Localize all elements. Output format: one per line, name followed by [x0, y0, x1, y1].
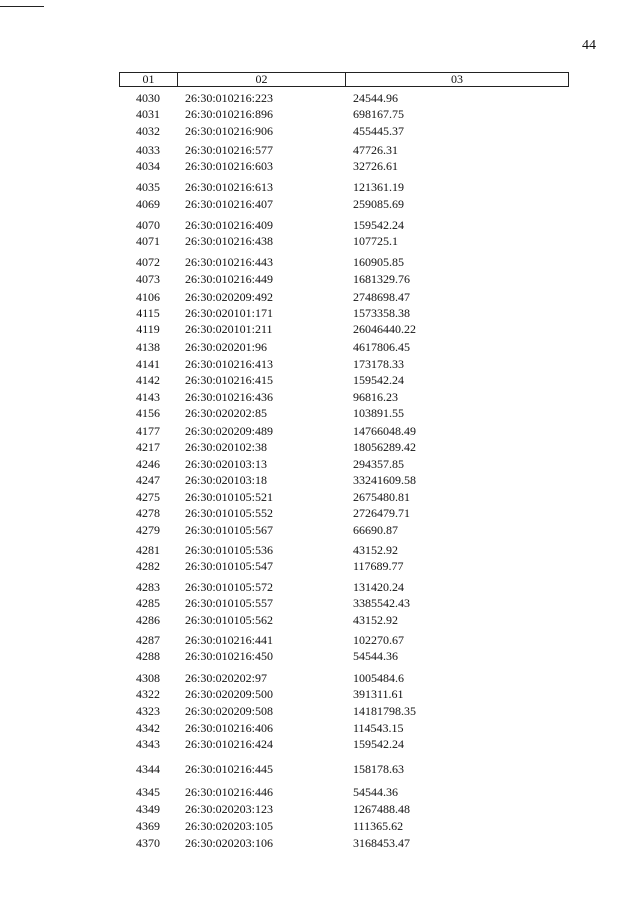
row-number-cell: 4285 [136, 596, 160, 610]
cadastral-number-cell: 26:30:010216:436 [185, 390, 274, 404]
row-number-cell: 4119 [136, 322, 160, 336]
cadastral-number-cell: 26:30:020209:508 [185, 704, 274, 718]
cadastral-number-cell: 26:30:010216:409 [185, 218, 274, 232]
table-row [0, 836, 640, 850]
cadastral-number-cell: 26:30:020103:18 [185, 473, 268, 487]
table-row [0, 406, 640, 420]
table-row [0, 785, 640, 799]
value-cell: 96816.23 [353, 390, 398, 404]
value-cell: 131420.24 [353, 580, 404, 594]
row-number-cell: 4275 [136, 490, 160, 504]
row-number-cell: 4217 [136, 440, 160, 454]
value-cell: 111365.62 [353, 819, 404, 833]
column-header-02: 02 [178, 73, 346, 86]
value-cell: 159542.24 [353, 373, 404, 387]
table-row [0, 580, 640, 594]
row-number-cell: 4142 [136, 373, 160, 387]
row-number-cell: 4343 [136, 737, 160, 751]
row-number-cell: 4138 [136, 340, 160, 354]
value-cell: 173178.33 [353, 357, 404, 371]
cadastral-number-cell: 26:30:010105:572 [185, 580, 274, 594]
value-cell: 43152.92 [353, 543, 398, 557]
table-row [0, 457, 640, 471]
row-number-cell: 4278 [136, 506, 160, 520]
table-row [0, 633, 640, 647]
cadastral-number-cell: 26:30:010105:562 [185, 613, 274, 627]
cadastral-number-cell: 26:30:010105:567 [185, 523, 274, 537]
table-row [0, 523, 640, 537]
table-row [0, 124, 640, 138]
row-number-cell: 4287 [136, 633, 160, 647]
row-number-cell: 4288 [136, 649, 160, 663]
table-row [0, 737, 640, 751]
value-cell: 1267488.48 [353, 802, 410, 816]
value-cell: 14181798.35 [353, 704, 416, 718]
table-row [0, 559, 640, 573]
row-number-cell: 4345 [136, 785, 160, 799]
cadastral-number-cell: 26:30:010105:536 [185, 543, 274, 557]
table-row [0, 440, 640, 454]
cadastral-number-cell: 26:30:010105:552 [185, 506, 274, 520]
cadastral-number-cell: 26:30:020203:106 [185, 836, 274, 850]
value-cell: 102270.67 [353, 633, 404, 647]
cadastral-number-cell: 26:30:010216:441 [185, 633, 274, 647]
row-number-cell: 4342 [136, 721, 160, 735]
table-row [0, 143, 640, 157]
cadastral-number-cell: 26:30:020209:492 [185, 290, 274, 304]
row-number-cell: 4308 [136, 671, 160, 685]
value-cell: 3168453.47 [353, 836, 410, 850]
value-cell: 698167.75 [353, 107, 404, 121]
table-row [0, 762, 640, 776]
value-cell: 33241609.58 [353, 473, 416, 487]
value-cell: 1573358.38 [353, 306, 410, 320]
cadastral-number-cell: 26:30:010105:521 [185, 490, 274, 504]
value-cell: 14766048.49 [353, 424, 416, 438]
table-row [0, 306, 640, 320]
cadastral-number-cell: 26:30:010216:896 [185, 107, 274, 121]
cadastral-number-cell: 26:30:010105:557 [185, 596, 274, 610]
table-row [0, 197, 640, 211]
cadastral-number-cell: 26:30:010216:413 [185, 357, 274, 371]
value-cell: 114543.15 [353, 721, 404, 735]
cadastral-number-cell: 26:30:020203:105 [185, 819, 274, 833]
cadastral-number-cell: 26:30:010216:223 [185, 91, 274, 105]
cadastral-number-cell: 26:30:020202:85 [185, 406, 268, 420]
value-cell: 2675480.81 [353, 490, 410, 504]
row-number-cell: 4031 [136, 107, 160, 121]
cadastral-number-cell: 26:30:010216:613 [185, 180, 274, 194]
table-row [0, 473, 640, 487]
row-number-cell: 4349 [136, 802, 160, 816]
value-cell: 107725.1 [353, 234, 398, 248]
table-row [0, 649, 640, 663]
cadastral-number-cell: 26:30:020201:96 [185, 340, 268, 354]
row-number-cell: 4283 [136, 580, 160, 594]
table-row [0, 687, 640, 701]
cadastral-number-cell: 26:30:010216:406 [185, 721, 274, 735]
value-cell: 3385542.43 [353, 596, 410, 610]
value-cell: 117689.77 [353, 559, 404, 573]
column-header-03: 03 [451, 72, 463, 86]
table-row [0, 704, 640, 718]
page-number: 44 [582, 38, 596, 53]
value-cell: 259085.69 [353, 197, 404, 211]
value-cell: 26046440.22 [353, 322, 416, 336]
value-cell: 32726.61 [353, 159, 398, 173]
table-row [0, 255, 640, 269]
row-number-cell: 4035 [136, 180, 160, 194]
value-cell: 18056289.42 [353, 440, 416, 454]
table-row [0, 91, 640, 105]
table-row [0, 340, 640, 354]
table-row [0, 819, 640, 833]
table-row [0, 290, 640, 304]
row-number-cell: 4073 [136, 272, 160, 286]
cadastral-number-cell: 26:30:010216:603 [185, 159, 274, 173]
row-number-cell: 4322 [136, 687, 160, 701]
row-number-cell: 4156 [136, 406, 160, 420]
row-number-cell: 4069 [136, 197, 160, 211]
table-row [0, 543, 640, 557]
row-number-cell: 4279 [136, 523, 160, 537]
table-row [0, 357, 640, 371]
row-number-cell: 4071 [136, 234, 160, 248]
cadastral-number-cell: 26:30:020202:97 [185, 671, 268, 685]
table-row [0, 721, 640, 735]
cadastral-number-cell: 26:30:010216:424 [185, 737, 274, 751]
column-header-01: 01 [120, 73, 178, 86]
cadastral-number-cell: 26:30:010216:445 [185, 762, 274, 776]
value-cell: 121361.19 [353, 180, 404, 194]
row-number-cell: 4281 [136, 543, 160, 557]
row-number-cell: 4282 [136, 559, 160, 573]
cadastral-number-cell: 26:30:010216:415 [185, 373, 274, 387]
value-cell: 54544.36 [353, 649, 398, 663]
value-cell: 103891.55 [353, 406, 404, 420]
cadastral-number-cell: 26:30:020103:13 [185, 457, 268, 471]
value-cell: 66690.87 [353, 523, 398, 537]
cadastral-number-cell: 26:30:010216:450 [185, 649, 274, 663]
value-cell: 158178.63 [353, 762, 404, 776]
cadastral-number-cell: 26:30:010216:407 [185, 197, 274, 211]
cadastral-number-cell: 26:30:010216:906 [185, 124, 274, 138]
table-row [0, 373, 640, 387]
value-cell: 391311.61 [353, 687, 404, 701]
cadastral-number-cell: 26:30:020102:38 [185, 440, 268, 454]
table-row [0, 613, 640, 627]
row-number-cell: 4115 [136, 306, 160, 320]
value-cell: 159542.24 [353, 218, 404, 232]
row-number-cell: 4141 [136, 357, 160, 371]
row-number-cell: 4286 [136, 613, 160, 627]
row-number-cell: 4247 [136, 473, 160, 487]
value-cell: 47726.31 [353, 143, 398, 157]
value-cell: 43152.92 [353, 613, 398, 627]
table-row [0, 180, 640, 194]
row-number-cell: 4369 [136, 819, 160, 833]
table-row [0, 159, 640, 173]
cadastral-number-cell: 26:30:010216:577 [185, 143, 274, 157]
row-number-cell: 4030 [136, 91, 160, 105]
value-cell: 24544.96 [353, 91, 398, 105]
row-number-cell: 4033 [136, 143, 160, 157]
value-cell: 455445.37 [353, 124, 404, 138]
value-cell: 294357.85 [353, 457, 404, 471]
row-number-cell: 4246 [136, 457, 160, 471]
table-row [0, 272, 640, 286]
row-number-cell: 4323 [136, 704, 160, 718]
cadastral-number-cell: 26:30:010216:438 [185, 234, 274, 248]
value-cell: 160905.85 [353, 255, 404, 269]
table-row [0, 234, 640, 248]
row-number-cell: 4070 [136, 218, 160, 232]
table-row [0, 671, 640, 685]
row-number-cell: 4177 [136, 424, 160, 438]
row-number-cell: 4370 [136, 836, 160, 850]
table-row [0, 218, 640, 232]
cadastral-number-cell: 26:30:010105:547 [185, 559, 274, 573]
row-number-cell: 4034 [136, 159, 160, 173]
value-cell: 1681329.76 [353, 272, 410, 286]
value-cell: 4617806.45 [353, 340, 410, 354]
cadastral-number-cell: 26:30:020209:500 [185, 687, 274, 701]
row-number-cell: 4106 [136, 290, 160, 304]
cadastral-number-cell: 26:30:010216:443 [185, 255, 274, 269]
value-cell: 1005484.6 [353, 671, 404, 685]
value-cell: 2726479.71 [353, 506, 410, 520]
table-row [0, 506, 640, 520]
table-row [0, 424, 640, 438]
table-row [0, 107, 640, 121]
cadastral-number-cell: 26:30:010216:449 [185, 272, 274, 286]
cadastral-number-cell: 26:30:020101:211 [185, 322, 273, 336]
row-number-cell: 4032 [136, 124, 160, 138]
row-number-cell: 4143 [136, 390, 160, 404]
table-row [0, 490, 640, 504]
table-row [0, 390, 640, 404]
value-cell: 2748698.47 [353, 290, 410, 304]
table-row [0, 596, 640, 610]
table-row [0, 802, 640, 816]
row-number-cell: 4344 [136, 762, 160, 776]
cadastral-number-cell: 26:30:020101:171 [185, 306, 274, 320]
cadastral-number-cell: 26:30:010216:446 [185, 785, 274, 799]
row-number-cell: 4072 [136, 255, 160, 269]
cadastral-number-cell: 26:30:020209:489 [185, 424, 274, 438]
value-cell: 54544.36 [353, 785, 398, 799]
value-cell: 159542.24 [353, 737, 404, 751]
cadastral-number-cell: 26:30:020203:123 [185, 802, 274, 816]
table-row [0, 322, 640, 336]
